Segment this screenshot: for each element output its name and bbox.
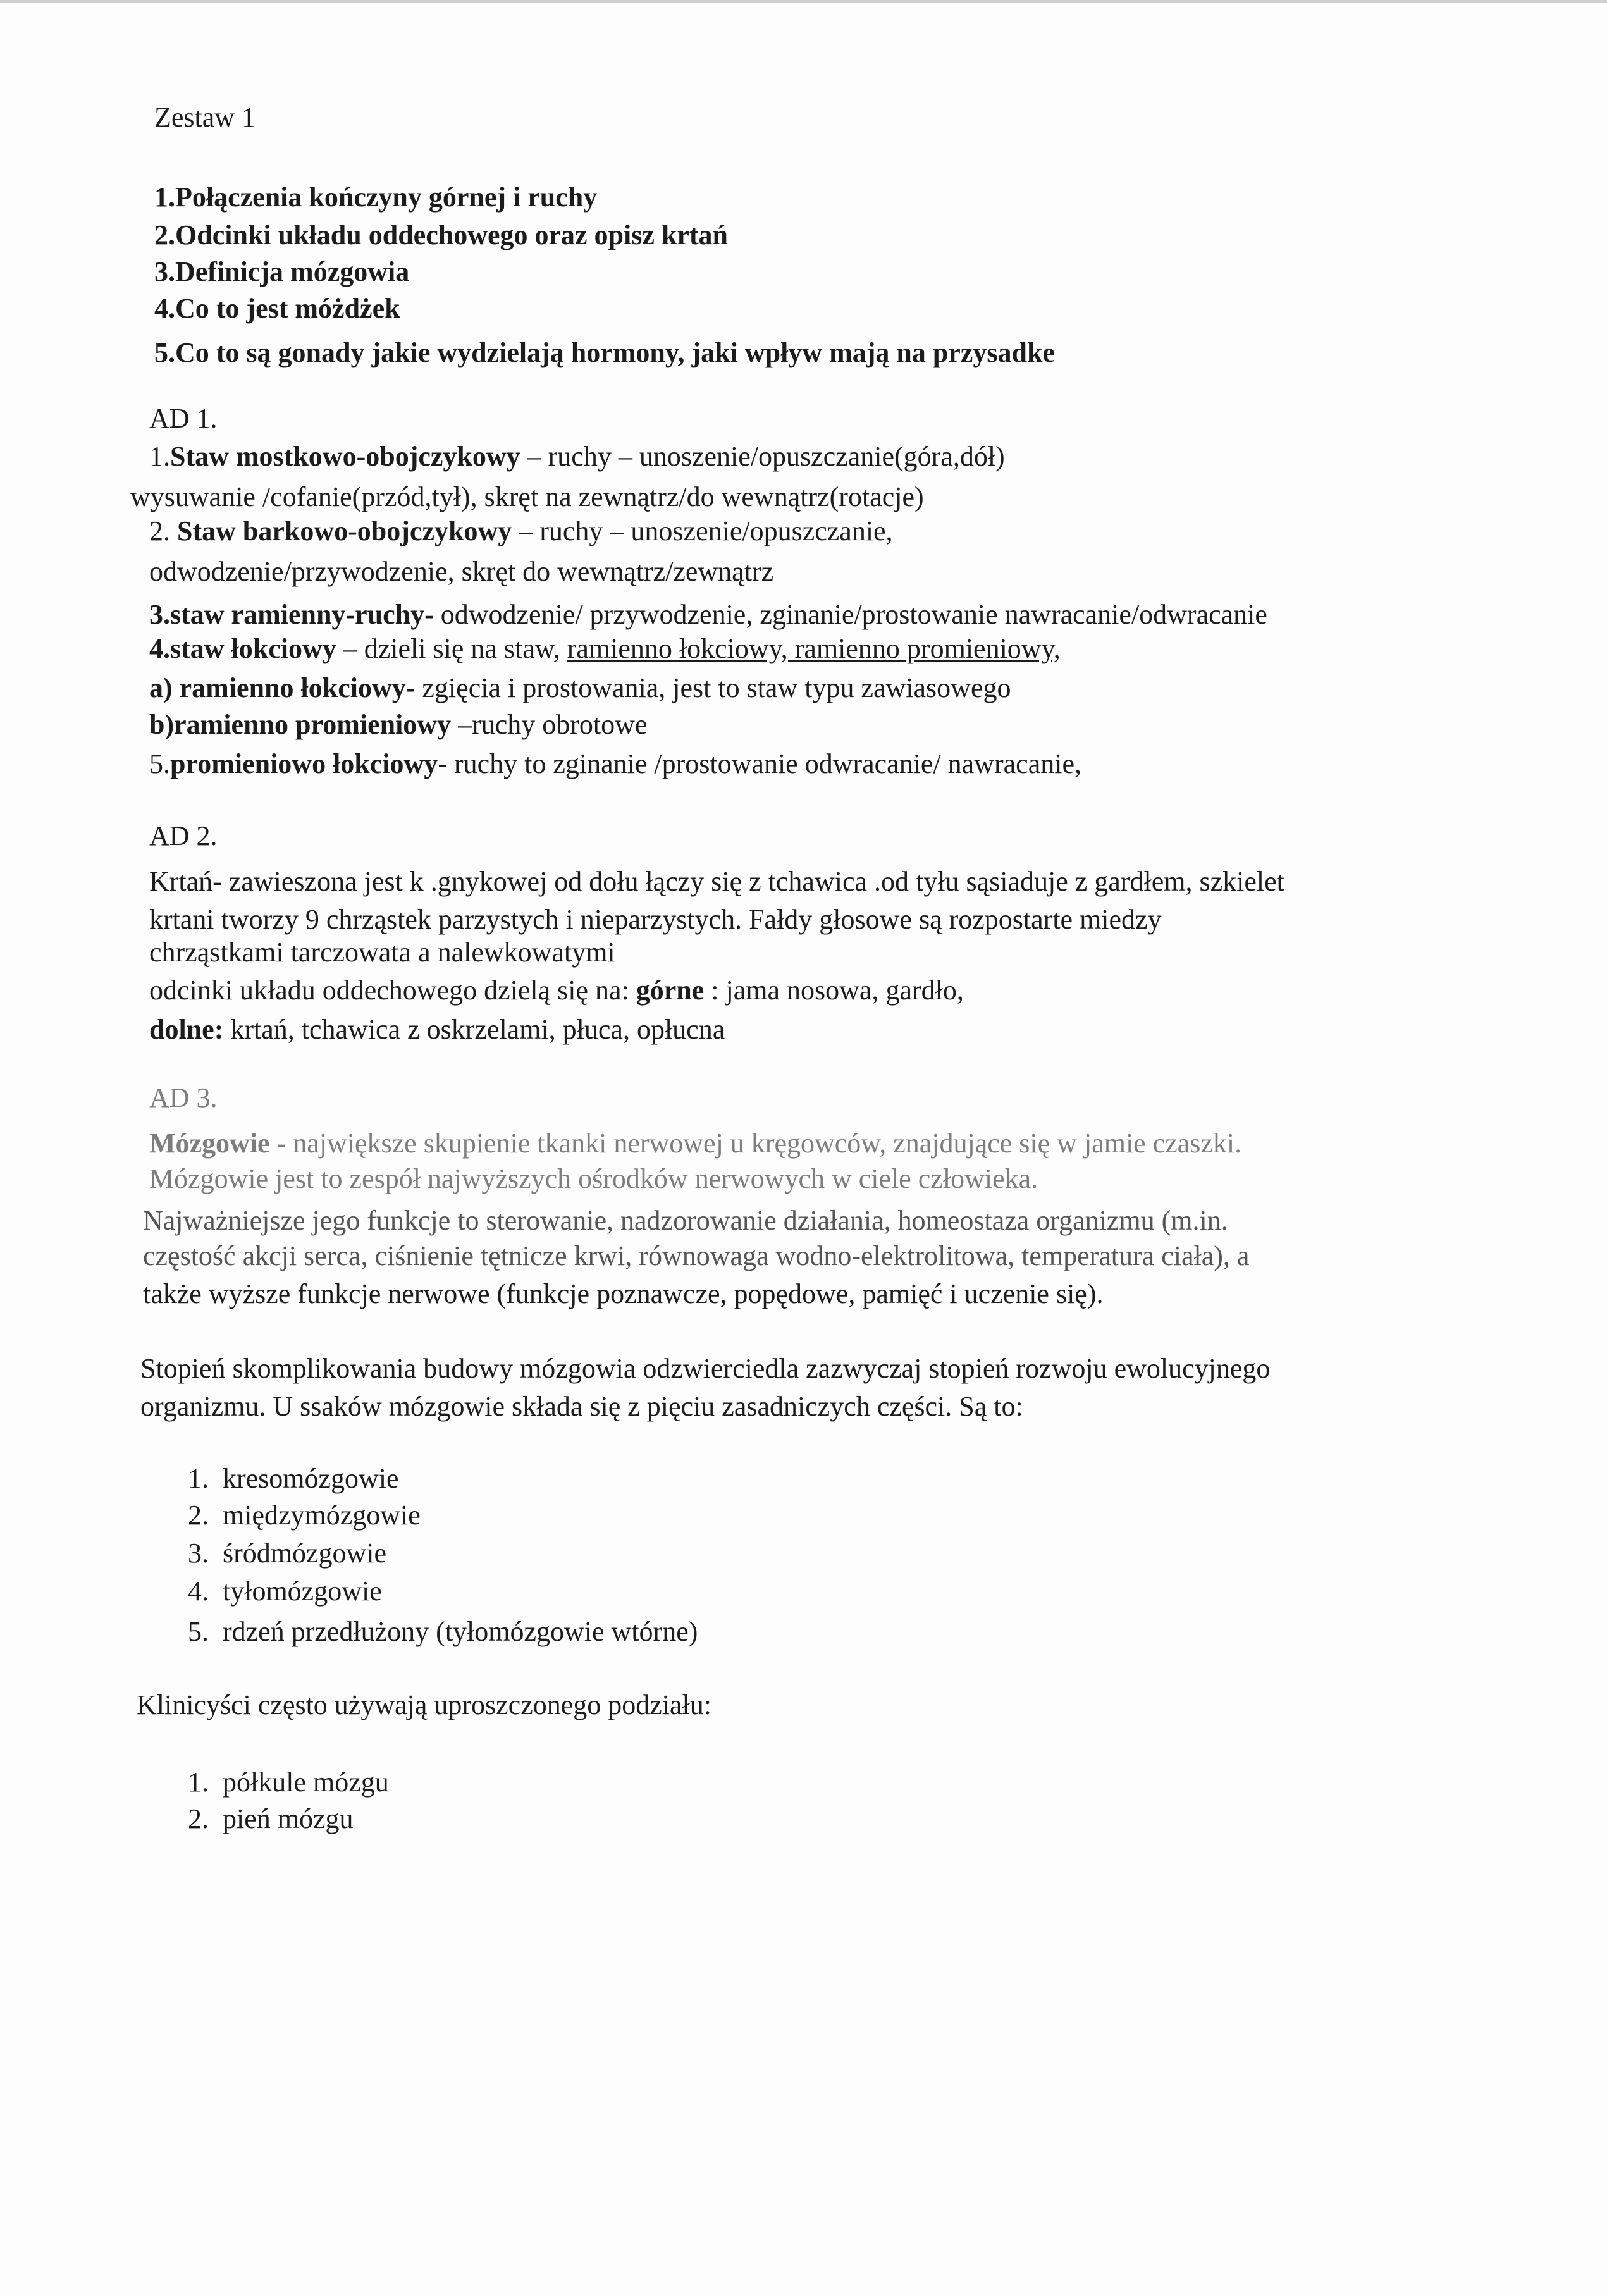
scan-top-edge	[0, 0, 1607, 3]
ad2-line-4: odcinki układu oddechowego dzielą się na: górne : jama nosowa, gardło,	[149, 975, 964, 1006]
ad1-line-8: b)ramienno promieniowy –ruchy obrotowe	[149, 709, 648, 740]
ad1-line-9: 5.promieniowo łokciowy- ruchy to zginanie /prostowanie odwracanie/ nawracanie,	[149, 748, 1081, 779]
ad1-line-1: 1.Staw mostkowo-obojczykowy – ruchy – unoszenie/opuszczanie(góra,dół)	[149, 441, 1005, 472]
ad1-line-2: wysuwanie /cofanie(przód,tył), skręt na zewnątrz/do wewnątrz(rotacje)	[130, 481, 924, 512]
ad1-line-3: 2. Staw barkowo-obojczykowy – ruchy – unoszenie/opuszczanie,	[149, 515, 893, 546]
ad1-heading: AD 1.	[149, 403, 218, 434]
document-title: Zestaw 1	[154, 102, 256, 133]
ad3-para2-line-1: Stopień skomplikowania budowy mózgowia odzwierciedla zazwyczaj stopień rozwoju ewolucyjnego	[140, 1353, 1271, 1384]
ad2-line-3: chrząstkami tarczowata a nalewkowatymi	[149, 937, 615, 968]
list-item: 4. tyłomózgowie	[188, 1576, 382, 1607]
ad3-line-1: Mózgowie - największe skupienie tkanki nerwowej u kręgowców, znajdujące się w jamie czaszki.	[149, 1128, 1242, 1159]
ad1-line-6: 4.staw łokciowy – dzieli się na staw, ramienno łokciowy, ramienno promieniowy,	[149, 633, 1061, 664]
ad2-heading: AD 2.	[149, 820, 218, 851]
question-1: 1.Połączenia kończyny górnej i ruchy	[154, 182, 598, 213]
list-item: 1. półkule mózgu	[188, 1767, 389, 1798]
question-3: 3.Definicja mózgowia	[154, 256, 410, 287]
ad3-line-5: także wyższe funkcje nerwowe (funkcje poznawcze, popędowe, pamięć i uczenie się).	[143, 1278, 1104, 1309]
question-2: 2.Odcinki układu oddechowego oraz opisz krtań	[154, 219, 729, 250]
ad3-line-4: częstość akcji serca, ciśnienie tętnicze krwi, równowaga wodno-elektrolitowa, temperatura ciała), a	[143, 1240, 1250, 1271]
list-item: 5. rdzeń przedłużony (tyłomózgowie wtórne)	[188, 1616, 698, 1647]
ad3-line-2: Mózgowie jest to zespół najwyższych ośrodków nerwowych w ciele człowieka.	[149, 1163, 1038, 1194]
list-item: 2. międzymózgowie	[188, 1500, 421, 1531]
list-item: 1. kresomózgowie	[188, 1463, 399, 1494]
ad3-heading: AD 3.	[149, 1082, 218, 1113]
ad2-line-2: krtani tworzy 9 chrząstek parzystych i nieparzystych. Fałdy głosowe są rozpostarte miedzy	[149, 904, 1162, 935]
question-5: 5.Co to są gonady jakie wydzielają hormony, jaki wpływ mają na przysadke	[154, 337, 1055, 368]
ad1-line-7: a) ramienno łokciowy- zgięcia i prostowania, jest to staw typu zawiasowego	[149, 672, 1011, 703]
ad1-line-5: 3.staw ramienny-ruchy- odwodzenie/ przywodzenie, zginanie/prostowanie nawracanie/odwracanie	[149, 599, 1267, 630]
ad2-line-1: Krtań- zawieszona jest k .gnykowej od dołu łączy się z tchawica .od tyłu sąsiaduje z gardłem, szkielet	[149, 866, 1284, 897]
ad3-line-3: Najważniejsze jego funkcje to sterowanie, nadzorowanie działania, homeostaza organizmu (m.in.	[143, 1205, 1228, 1236]
ad1-line-4: odwodzenie/przywodzenie, skręt do wewnątrz/zewnątrz	[149, 556, 774, 587]
question-4: 4.Co to jest móżdżek	[154, 293, 400, 324]
list-item: 2. pień mózgu	[188, 1803, 354, 1834]
clinicians-sentence: Klinicyści często używają uproszczonego podziału:	[137, 1689, 712, 1720]
ad3-para2-line-2: organizmu. U ssaków mózgowie składa się z pięciu zasadniczych części. Są to:	[140, 1391, 1023, 1422]
ad2-line-5: dolne: krtań, tchawica z oskrzelami, płuca, opłucna	[149, 1014, 725, 1045]
list-item: 3. śródmózgowie	[188, 1538, 387, 1569]
